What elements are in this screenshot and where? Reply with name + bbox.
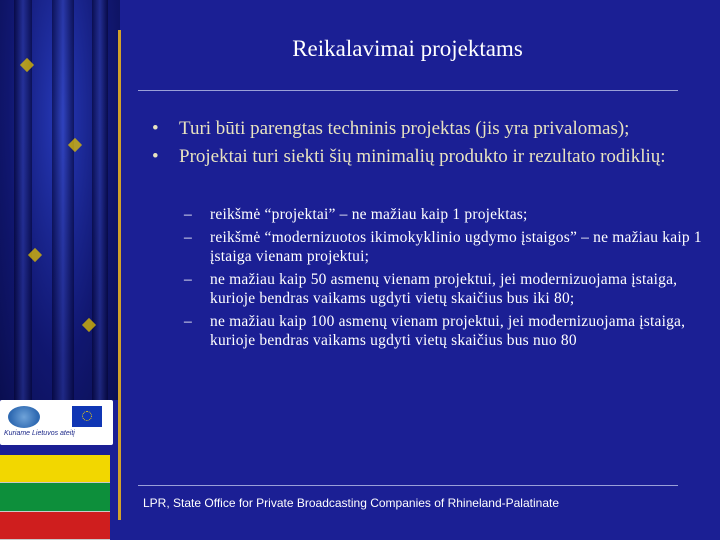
footer-divider [138, 485, 678, 486]
logo-caption: Kuriame Lietuvos ateitį [4, 430, 75, 437]
accent-divider [118, 30, 121, 520]
eu-flag-photo [0, 0, 120, 400]
footer-text: LPR, State Office for Private Broadcasting Companies of Rhineland-Palatinate [143, 496, 560, 510]
bullet-item: • Turi būti parengtas techninis projektas (jis yra privalomas); [152, 118, 630, 139]
bullet-list [152, 117, 712, 173]
slide-title: Reikalavimai projektams [292, 36, 523, 61]
eu-emblem-icon [8, 406, 40, 428]
sub-bullet-item: – reikšmė “modernizuotos ikimokyklinio ugdymo įstaigos” – ne mažiau kaip 1 įstaiga vienam projektui; [184, 228, 702, 265]
sub-bullet-item: – ne mažiau kaip 50 asmenų vienam projektui, jei modernizuojama įstaiga, kurioje bendras vaikams ugdyti vietų skaičius bus iki 80; [184, 270, 678, 307]
sub-bullet-list [184, 205, 714, 354]
sub-bullet-item: – reikšmė “projektai” – ne mažiau kaip 1 projektas; [184, 206, 528, 223]
partner-logos [0, 400, 113, 445]
title-divider [138, 90, 678, 91]
bullet-item: • Projektai turi siekti šių minimalių produkto ir rezultato rodiklių: [152, 146, 666, 167]
lithuanian-flag-icon [0, 455, 110, 540]
eu-flag-icon [72, 406, 102, 427]
sub-bullet-item: – ne mažiau kaip 100 asmenų vienam projektui, jei modernizuojama įstaiga, kurioje bendras vaikams ugdyti vietų skaičius bus nuo 80 [184, 312, 686, 349]
